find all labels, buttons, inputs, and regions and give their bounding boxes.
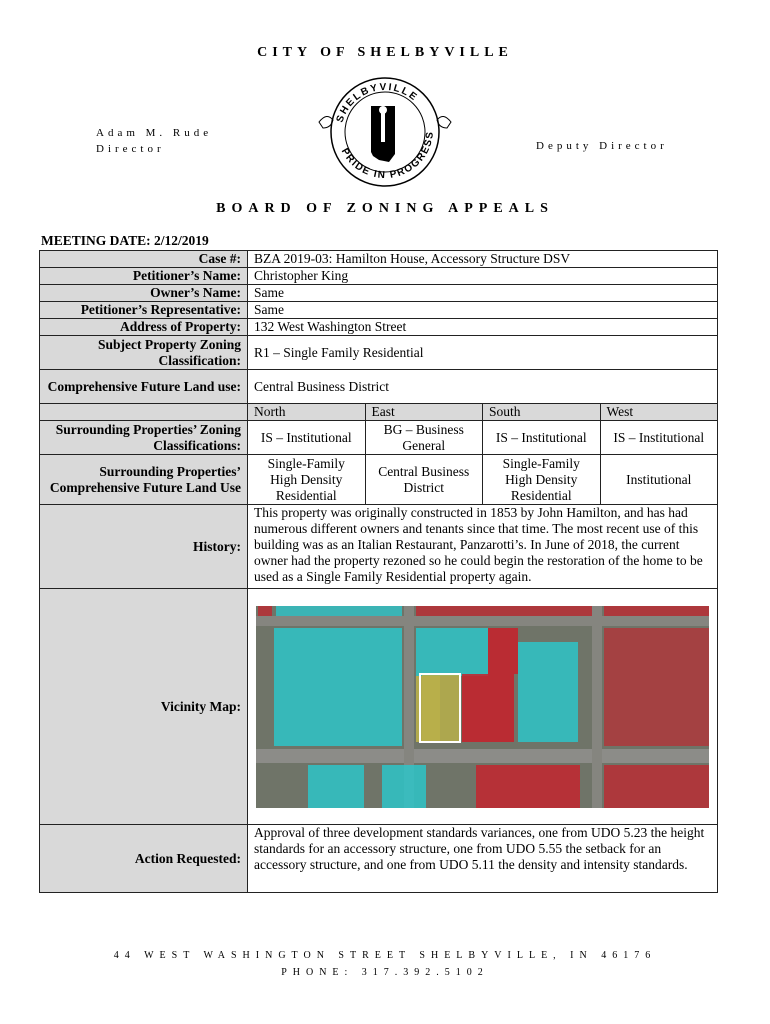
west-header: West [600, 404, 718, 421]
case-table [39, 250, 718, 893]
table-row [40, 302, 718, 319]
table-row [40, 404, 718, 421]
surrounding-future-east: Central Business District [365, 455, 483, 505]
south-header: South [483, 404, 601, 421]
surrounding-zoning-north: IS – Institutional [248, 421, 366, 455]
action-requested-label: Action Requested: [40, 825, 248, 893]
east-header: East [365, 404, 483, 421]
table-row [40, 336, 718, 370]
board-title: BOARD OF ZONING APPEALS [216, 201, 554, 216]
surrounding-zoning-east: BG – Business General [365, 421, 483, 455]
surrounding-zoning-label: Surrounding Properties’ Zoning Classifications: [40, 421, 248, 455]
table-row [40, 319, 718, 336]
table-row [40, 268, 718, 285]
owner-label: Owner’s Name: [40, 285, 248, 302]
future-land-use-label: Comprehensive Future Land use: [40, 370, 248, 404]
director-block [96, 125, 212, 157]
north-header: North [248, 404, 366, 421]
svg-text:PRIDE IN PROGRESS: PRIDE IN PROGRESS [338, 130, 437, 182]
deputy-director-title: Deputy Director [536, 140, 668, 152]
vicinity-map [256, 606, 709, 808]
footer-address: 44 WEST WASHINGTON STREET SHELBYVILLE, IN 46176 [113, 950, 657, 961]
address-label: Address of Property: [40, 319, 248, 336]
vicinity-map-label: Vicinity Map: [40, 589, 248, 825]
action-requested-value: Approval of three development standards variances, one from UDO 5.23 the height standards for an accessory structure, one from UDO 5.55 the setback for an accessory structure, and one from UDO 5.11 the density and intensity standards. [248, 825, 718, 893]
history-label: History: [40, 505, 248, 589]
city-seal-logo [313, 72, 457, 192]
table-row [40, 251, 718, 268]
vicinity-map-cell [248, 589, 718, 825]
case-label: Case #: [40, 251, 248, 268]
table-row [40, 370, 718, 404]
future-land-use-value: Central Business District [248, 370, 718, 404]
case-value: BZA 2019-03: Hamilton House, Accessory Structure DSV [248, 251, 718, 268]
history-value: This property was originally constructed in 1853 by John Hamilton, and has had numerous different owners and tenants since that time. The most recent use of this building was as an Italian Restaurant, Panzarotti’s. In June of 2018, the current owner had the property rezoned so he could begin the restoration of the home to be used as a Single Family Residential property again. [248, 505, 718, 589]
city-title: CITY OF SHELBYVILLE [257, 45, 513, 60]
surrounding-future-west: Institutional [600, 455, 718, 505]
meeting-date: MEETING DATE: 2/12/2019 [41, 233, 209, 248]
representative-value: Same [248, 302, 718, 319]
table-row [40, 285, 718, 302]
director-name: Adam M. Rude [96, 127, 213, 139]
director-title: Director [96, 143, 165, 155]
surrounding-zoning-west: IS – Institutional [600, 421, 718, 455]
surrounding-future-north: Single-Family High Density Residential [248, 455, 366, 505]
owner-value: Same [248, 285, 718, 302]
footer-phone: PHONE: 317.392.5102 [281, 967, 489, 978]
svg-text:SHELBYVILLE: SHELBYVILLE [334, 81, 420, 125]
table-row [40, 505, 718, 589]
petitioner-label: Petitioner’s Name: [40, 268, 248, 285]
surrounding-zoning-south: IS – Institutional [483, 421, 601, 455]
surrounding-future-south: Single-Family High Density Residential [483, 455, 601, 505]
zoning-label: Subject Property Zoning Classification: [40, 336, 248, 370]
table-row [40, 455, 718, 505]
table-row [40, 589, 718, 825]
table-row [40, 825, 718, 893]
zoning-value: R1 – Single Family Residential [248, 336, 718, 370]
surrounding-future-label: Surrounding Properties’ Comprehensive Future Land Use [40, 455, 248, 505]
address-value: 132 West Washington Street [248, 319, 718, 336]
petitioner-value: Christopher King [248, 268, 718, 285]
table-row [40, 421, 718, 455]
representative-label: Petitioner’s Representative: [40, 302, 248, 319]
direction-header-blank [40, 404, 248, 421]
